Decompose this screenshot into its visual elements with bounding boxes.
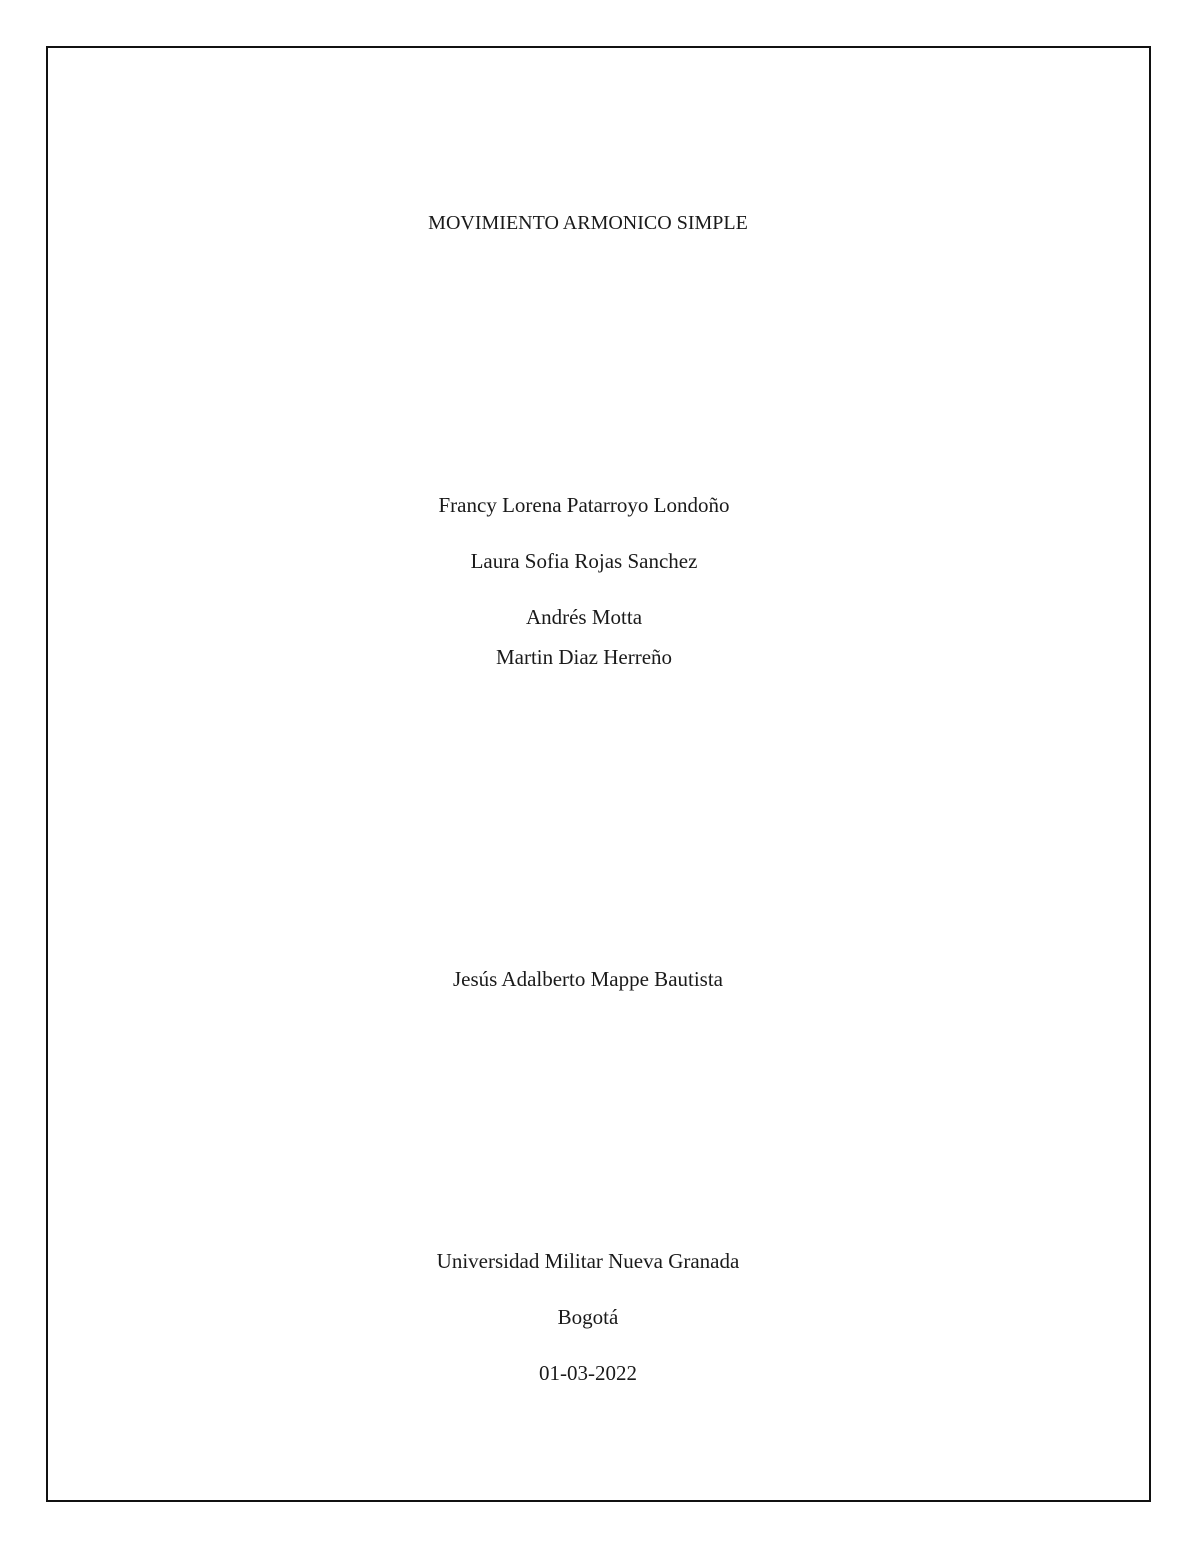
document-date: 01-03-2022 [539, 1361, 637, 1385]
institution-name: Universidad Militar Nueva Granada [436, 1249, 740, 1273]
document-title: MOVIMIENTO ARMONICO SIMPLE [428, 212, 748, 234]
author-name: Laura Sofia Rojas Sanchez [470, 549, 698, 573]
author-name: Martin Diaz Herreño [495, 645, 673, 669]
author-name: Francy Lorena Patarroyo Londoño [438, 493, 730, 517]
author-name: Andrés Motta [525, 605, 643, 629]
city-name: Bogotá [557, 1305, 619, 1329]
advisor-name: Jesús Adalberto Mappe Bautista [452, 967, 724, 991]
page-border [46, 46, 1151, 1502]
